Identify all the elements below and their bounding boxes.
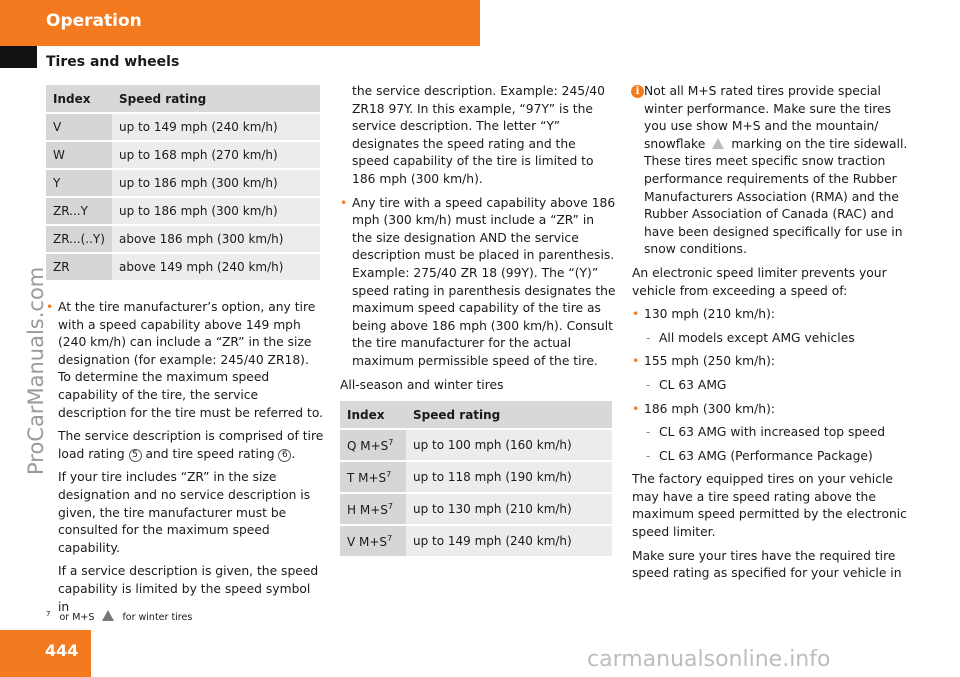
index-text: H M+S bbox=[347, 502, 388, 517]
page-number: 444 bbox=[45, 641, 79, 660]
footnote-number: 7 bbox=[46, 610, 51, 618]
footnote-text: for winter tires bbox=[122, 612, 193, 624]
text-span: Not all M+S rated tires provide special winter performance. Make sure the tires you use show M+S and the mountain/ snowflake bbox=[644, 84, 892, 151]
speed-rating-table bbox=[46, 83, 320, 282]
table-row bbox=[46, 170, 320, 196]
speed-cell: up to 186 mph (300 km/h) bbox=[112, 170, 320, 196]
service-description-paragraph bbox=[46, 428, 324, 463]
table-header-row bbox=[46, 85, 320, 112]
index-cell: W bbox=[46, 142, 112, 168]
table-header-index: Index bbox=[340, 401, 406, 428]
index-cell bbox=[340, 494, 406, 524]
speed-cell: up to 168 mph (270 km/h) bbox=[112, 142, 320, 168]
index-cell bbox=[340, 526, 406, 556]
table-header-speed: Speed rating bbox=[112, 85, 320, 112]
column-1-text bbox=[46, 299, 324, 622]
description-given-paragraph: If a service description is given, the speed capability is limited by the speed symbol in bbox=[58, 564, 319, 614]
table-header-index: Index bbox=[46, 85, 112, 112]
table-row bbox=[340, 494, 612, 524]
limit-item: • 155 mph (250 km/h): bbox=[632, 353, 912, 371]
page-subtitle: Tires and wheels bbox=[46, 54, 180, 70]
table-row bbox=[46, 114, 320, 140]
index-text: Q M+S bbox=[347, 438, 389, 453]
table-row bbox=[340, 430, 612, 460]
index-cell bbox=[340, 430, 406, 460]
limit-subitem: - All models except AMG vehicles bbox=[632, 330, 912, 348]
ref-marker-5: 5 bbox=[129, 449, 142, 462]
bottom-watermark: carmanualsonline.info bbox=[587, 647, 831, 672]
footnote-text: or M+S bbox=[59, 612, 95, 624]
mountain-snowflake-icon bbox=[102, 610, 114, 621]
footnote-ref: 7 bbox=[388, 437, 394, 447]
speed-cell: up to 149 mph (240 km/h) bbox=[112, 114, 320, 140]
continued-paragraph: the service description. Example: 245/40 ZR18 97Y. In this example, “97Y” is the service description. The letter “Y” designates the speed rating and the speed capability of the tire is limited to 186 mph (300 km/h). bbox=[352, 84, 605, 186]
info-note bbox=[632, 83, 912, 259]
speed-cell: up to 130 mph (210 km/h) bbox=[406, 494, 612, 524]
side-watermark: ProCarManuals.com bbox=[24, 266, 48, 475]
column-3-text bbox=[632, 83, 912, 589]
limit-item: • 186 mph (300 km/h): bbox=[632, 401, 912, 419]
footnote-ref: 7 bbox=[387, 533, 393, 543]
ref-marker-6: 6 bbox=[278, 449, 291, 462]
bullet-over-186: • Any tire with a speed capability above 186 mph (300 km/h) must include a “ZR” in the size designation AND the service description must be placed in parenthesis. Example: 275/40 ZR 18 (99Y). The “(Y)” speed rating in parenthesis designates the maximum speed capability of the tire as being above 186 mph (300 km/h). Consult the tire manufacturer for the actual maximum permissible speed of the tire. bbox=[340, 195, 616, 371]
all-season-heading: All-season and winter tires bbox=[340, 377, 504, 392]
speed-cell: above 149 mph (240 km/h) bbox=[112, 254, 320, 280]
required-rating-paragraph: Make sure your tires have the required tire speed rating as specified for your vehicle in bbox=[632, 548, 902, 581]
table-row bbox=[46, 198, 320, 224]
speed-cell: up to 149 mph (240 km/h) bbox=[406, 526, 612, 556]
index-cell: ZR...Y bbox=[46, 198, 112, 224]
limit-subitem: - CL 63 AMG (Performance Package) bbox=[632, 448, 912, 466]
index-text: T M+S bbox=[347, 470, 387, 485]
index-cell: ZR...(..Y) bbox=[46, 226, 112, 252]
section-tab-marker bbox=[0, 46, 37, 68]
footnote-ref: 7 bbox=[386, 469, 392, 479]
table-row bbox=[46, 226, 320, 252]
table-row bbox=[46, 142, 320, 168]
index-text: V M+S bbox=[347, 534, 388, 549]
speed-cell: up to 186 mph (300 km/h) bbox=[112, 198, 320, 224]
speed-cell: up to 118 mph (190 km/h) bbox=[406, 462, 612, 492]
footnote bbox=[46, 610, 192, 623]
text-span: marking on the tire sidewall. These tires meet specific snow traction performance requirements of the Rubber Manufacturers Association (RMA) and the Rubber Association of Canada (RAC) and have been designed specifically for use in snow conditions. bbox=[644, 136, 908, 257]
table-row bbox=[340, 526, 612, 556]
table-header-speed: Speed rating bbox=[406, 401, 612, 428]
winter-speed-rating-table bbox=[340, 399, 612, 558]
limit-subitem: - CL 63 AMG with increased top speed bbox=[632, 424, 912, 442]
limit-item: • 130 mph (210 km/h): bbox=[632, 306, 912, 324]
column-2-text bbox=[340, 83, 616, 400]
info-icon: i bbox=[631, 85, 644, 98]
mountain-snowflake-icon bbox=[712, 138, 724, 149]
limit-subitem: - CL 63 AMG bbox=[632, 377, 912, 395]
text-span: . bbox=[291, 446, 296, 461]
index-cell: Y bbox=[46, 170, 112, 196]
speed-cell: up to 100 mph (160 km/h) bbox=[406, 430, 612, 460]
footnote-ref: 7 bbox=[387, 501, 393, 511]
index-cell bbox=[340, 462, 406, 492]
bullet-zr-option: • At the tire manufacturer’s option, any tire with a speed capability above 149 mph (240 km/h) can include a “ZR” in the size designation (for example: 245/40 ZR18). To determine the maximum speed capability of the tire, the service description for the tire must be referred to. bbox=[46, 299, 324, 422]
factory-tires-paragraph: The factory equipped tires on your vehicle may have a tire speed rating above the maximum speed permitted by the electronic speed limiter. bbox=[632, 472, 907, 540]
section-title: Operation bbox=[46, 11, 142, 31]
table-row bbox=[46, 254, 320, 280]
table-row bbox=[340, 462, 612, 492]
speed-limiter-paragraph: An electronic speed limiter prevents your vehicle from exceeding a speed of: bbox=[632, 265, 887, 298]
text-span: The service description is comprised of tire load rating bbox=[58, 429, 324, 461]
index-cell: V bbox=[46, 114, 112, 140]
index-cell: ZR bbox=[46, 254, 112, 280]
speed-cell: above 186 mph (300 km/h) bbox=[112, 226, 320, 252]
table-header-row bbox=[340, 401, 612, 428]
zr-no-description-paragraph: If your tire includes “ZR” in the size designation and no service description is given, the tire manufacturer must be consulted for the maximum speed capability. bbox=[58, 470, 311, 555]
text-span: and tire speed rating bbox=[145, 446, 275, 461]
